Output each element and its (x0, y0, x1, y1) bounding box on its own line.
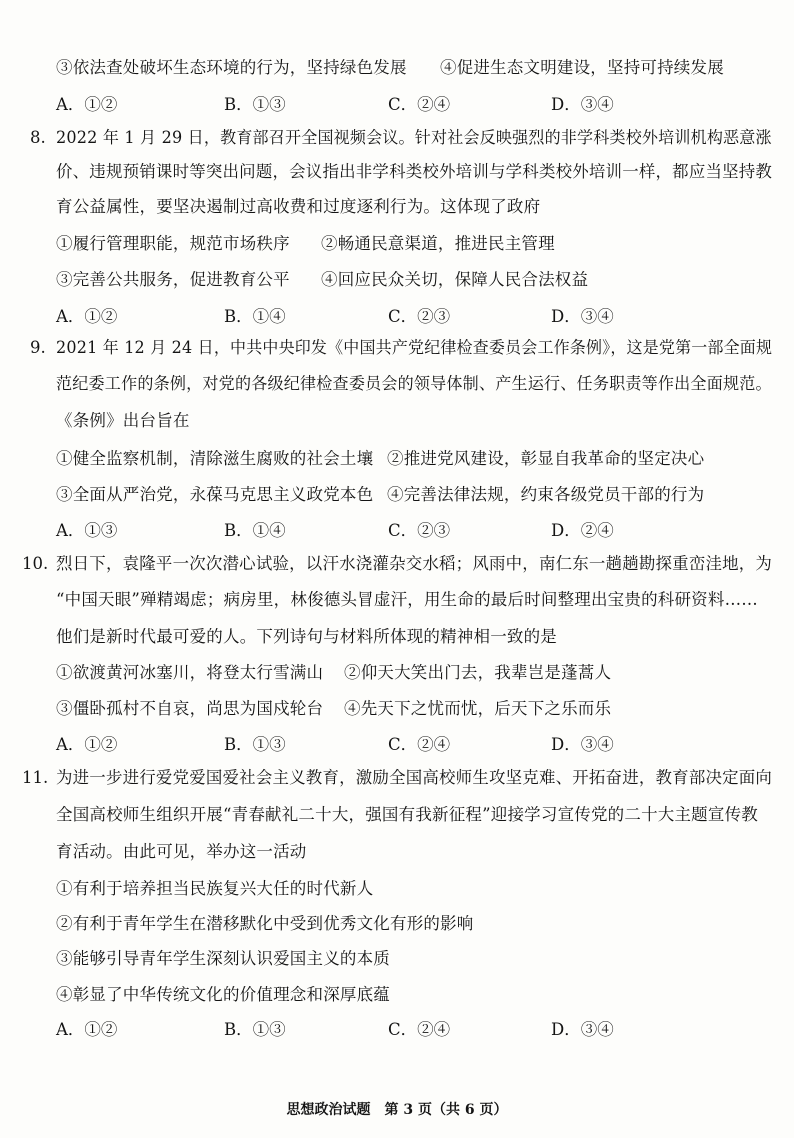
question-10-line-3: 他们是新时代最可爱的人。下列诗句与材料所体现的精神相一致的是 (56, 627, 557, 646)
question-11-number: 11. (22, 768, 49, 787)
question-10-statement-1: ①欲渡黄河冰塞川，将登太行雪满山 (56, 663, 324, 682)
question-8-line-1: 2022 年 1 月 29 日，教育部召开全国视频会议。针对社会反映强烈的非学科类校外培训机构恶意涨 (56, 128, 772, 147)
question-11-statement-4: ④彰显了中华传统文化的价值理念和深厚底蕴 (56, 985, 390, 1004)
question-10-statement-2: ②仰天大笑出门去，我辈岂是蓬蒿人 (344, 663, 612, 682)
question-10-number: 10. (22, 554, 49, 573)
question-8-statement-3: ③完善公共服务，促进教育公平 (56, 270, 290, 289)
question-11-statement-1: ①有利于培养担当民族复兴大任的时代新人 (56, 879, 374, 898)
question-9-option-b: B．①④ (224, 521, 286, 540)
question-8-option-c: C．②③ (388, 307, 451, 326)
question-8-option-b: B．①④ (224, 307, 286, 326)
question-8-statement-1: ①履行管理职能，规范市场秩序 (56, 234, 290, 253)
question-8-line-2: 价、违规预销课时等突出问题，会议指出非学科类校外培训与学科类校外培训一样，都应当坚持教 (56, 162, 773, 181)
prev-statement-4: ④促进生态文明建设，坚持可持续发展 (440, 58, 724, 77)
question-11-line-2: 全国高校师生组织开展“青春献礼二十大，强国有我新征程”迎接学习宣传党的二十大主题宣传教 (56, 805, 758, 824)
question-8-number: 8. (30, 128, 46, 147)
question-11-line-1: 为进一步进行爱党爱国爱社会主义教育，激励全国高校师生攻坚克难、开拓奋进，教育部决定面向 (56, 768, 773, 787)
page-footer: 思想政治试题 第 3 页（共 6 页） (286, 1102, 508, 1118)
question-8-option-d: D．③④ (551, 307, 614, 326)
question-10-line-2: “中国天眼”殚精竭虑；病房里，林俊德头冒虚汗，用生命的最后时间整理出宝贵的科研资料…… (56, 590, 758, 609)
question-10-statement-3: ③僵卧孤村不自哀，尚思为国戍轮台 (56, 699, 324, 718)
question-9-option-d: D．②④ (551, 521, 614, 540)
question-10-statement-4: ④先天下之忧而忧，后天下之乐而乐 (344, 699, 612, 718)
question-11-option-b: B．①③ (224, 1020, 286, 1039)
question-9-statement-2: ②推进党风建设，彰显自我革命的坚定决心 (387, 449, 705, 468)
question-9-statement-3: ③全面从严治党，永葆马克思主义政党本色 (56, 485, 374, 504)
question-11-line-3: 育活动。由此可见，举办这一活动 (56, 842, 307, 861)
prev-option-d: D．③④ (551, 95, 614, 114)
question-10-option-c: C．②④ (388, 735, 451, 754)
question-8-option-a: A．①② (56, 307, 118, 326)
question-10-option-b: B．①③ (224, 735, 286, 754)
question-9-number: 9. (30, 338, 46, 357)
question-11-option-d: D．③④ (551, 1020, 614, 1039)
question-9-line-2: 范纪委工作的条例，对党的各级纪律检查委员会的领导体制、产生运行、任务职责等作出全面规范。 (56, 374, 772, 393)
question-11-option-c: C．②④ (388, 1020, 451, 1039)
question-8-statement-2: ②畅通民意渠道，推进民主管理 (321, 234, 555, 253)
question-8-line-3: 育公益属性，要坚决遏制过高收费和过度逐利行为。这体现了政府 (56, 197, 541, 216)
prev-statement-3: ③依法查处破坏生态环境的行为，坚持绿色发展 (56, 58, 407, 77)
question-9-line-3: 《条例》出台旨在 (56, 411, 190, 430)
question-9-line-1: 2021 年 12 月 24 日，中共中央印发《中国共产党纪律检查委员会工作条例》，这是党第一部全面规 (56, 338, 773, 357)
prev-option-c: C．②④ (388, 95, 451, 114)
question-8-statement-4: ④回应民众关切，保障人民合法权益 (321, 270, 589, 289)
question-9-statement-4: ④完善法律法规，约束各级党员干部的行为 (387, 485, 705, 504)
question-11-statement-2: ②有利于青年学生在潜移默化中受到优秀文化有形的影响 (56, 914, 474, 933)
question-10-option-d: D．③④ (551, 735, 614, 754)
question-10-line-1: 烈日下，袁隆平一次次潜心试验，以汗水浇灌杂交水稻；风雨中，南仁东一趟趟勘探重峦洼地，为 (56, 554, 773, 573)
prev-option-a: A．①② (56, 95, 118, 114)
question-9-option-a: A．①③ (56, 521, 118, 540)
prev-option-b: B．①③ (224, 95, 286, 114)
question-11-statement-3: ③能够引导青年学生深刻认识爱国主义的本质 (56, 949, 390, 968)
question-9-option-c: C．②③ (388, 521, 451, 540)
question-11-option-a: A．①② (56, 1020, 118, 1039)
question-10-option-a: A．①② (56, 735, 118, 754)
question-9-statement-1: ①健全监察机制，清除滋生腐败的社会土壤 (56, 449, 374, 468)
